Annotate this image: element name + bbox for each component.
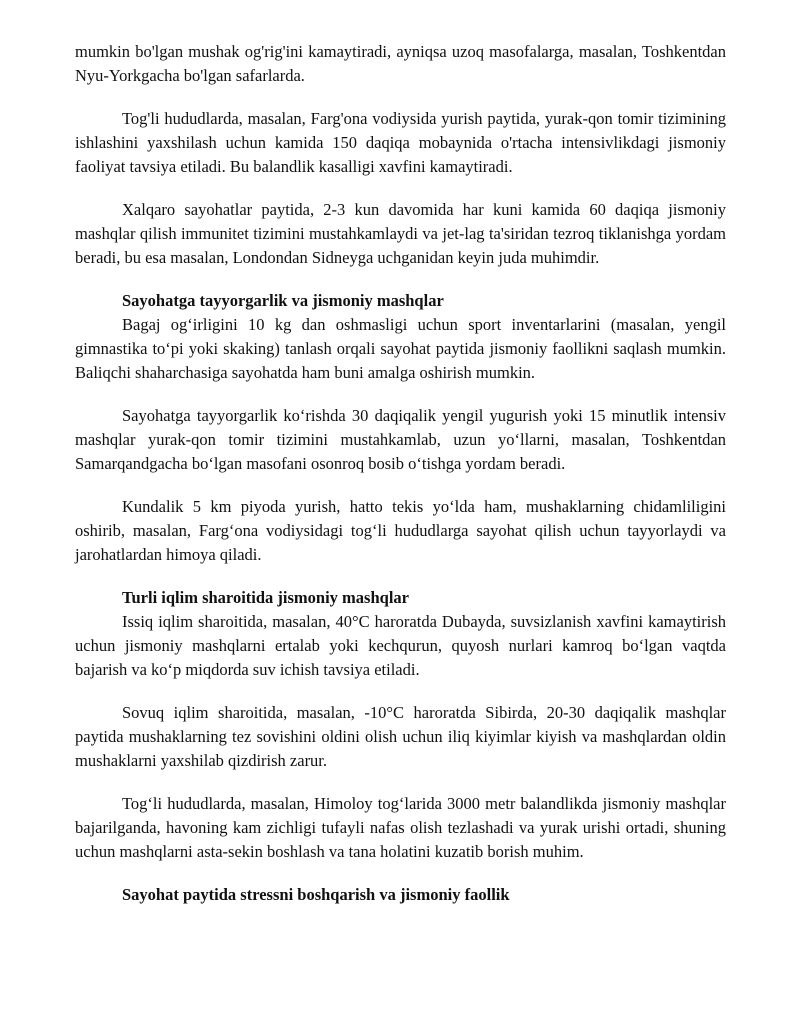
paragraph-gap xyxy=(75,773,726,792)
paragraph-gap xyxy=(75,270,726,289)
paragraph: Kundalik 5 km piyoda yurish, hatto tekis yo‘lda ham, mushaklarning chidamliligini oshirib, masalan, Farg‘ona vodiysidagi tog‘li hududlarga sayohat qilish uchun tayyorlaydi va jarohatlardan himoya qiladi. xyxy=(75,497,726,564)
paragraph-gap xyxy=(75,567,726,586)
paragraph-gap xyxy=(75,682,726,701)
paragraph: Tog‘li hududlarda, masalan, Himoloy tog‘larida 3000 metr balandlikda jismoniy mashqlar bajarilganda, havoning kam zichligi tufayli nafas olish tezlashadi va yurak urishi ortadi, shuning uchun mashqlarni asta-sekin boshlash va tana holatini kuzatib borish muhim. xyxy=(75,794,726,861)
paragraph-gap xyxy=(75,179,726,198)
paragraph: Bagaj og‘irligini 10 kg dan oshmasligi uchun sport inventarlarini (masalan, yengil gimnastika to‘pi yoki skaking) tanlash orqali sayohat paytida jismoniy faollikni saqlash mumkin. Baliqchi shaharchasiga sayohatda ham buni amalga oshirish mumkin. xyxy=(75,315,726,382)
paragraph: Sovuq iqlim sharoitida, masalan, -10°C haroratda Sibirda, 20-30 daqiqalik mashqlar paytida mushaklarning tez sovishini oldini olish uchun iliq kiyimlar kiyish va mashqlardan oldin mushaklarni yaxshilab qizdirish zarur. xyxy=(75,703,726,770)
document-page xyxy=(75,40,726,907)
paragraph: Tog'li hududlarda, masalan, Farg'ona vodiysida yurish paytida, yurak-qon tomir tizimining ishlashini yaxshilash uchun kamida 150 daqiqa mobaynida o'rtacha intensivlikdagi jismoniy faoliyat tavsiya etiladi. Bu balandlik kasalligi xavfini kamaytiradi. xyxy=(75,109,726,176)
paragraph: mumkin bo'lgan mushak og'rig'ini kamaytiradi, ayniqsa uzoq masofalarga, masalan, Toshkentdan Nyu-Yorkgacha bo'lgan safarlarda. xyxy=(75,42,726,85)
paragraph: Xalqaro sayohatlar paytida, 2-3 kun davomida har kuni kamida 60 daqiqa jismoniy mashqlar qilish immunitet tizimini mustahkamlaydi va jet-lag ta'siridan tezroq tiklanishga yordam beradi, bu esa masalan, Londondan Sidneyga uchganidan keyin juda muhimdir. xyxy=(75,200,726,267)
section-heading: Sayohat paytida stressni boshqarish va jismoniy faollik xyxy=(122,885,510,904)
paragraph: Sayohatga tayyorgarlik ko‘rishda 30 daqiqalik yengil yugurish yoki 15 minutlik intensiv mashqlar yurak-qon tomir tizimini mustahkamlab, uzun yo‘llarni, masalan, Toshkentdan Samarqandgacha bo‘lgan masofani osonroq bosib o‘tishga yordam beradi. xyxy=(75,406,726,473)
paragraph-gap xyxy=(75,476,726,495)
paragraph-gap xyxy=(75,385,726,404)
paragraph: Issiq iqlim sharoitida, masalan, 40°C haroratda Dubayda, suvsizlanish xavfini kamaytirish uchun jismoniy mashqlarni ertalab yoki kechqurun, quyosh nurlari kamroq bo‘lgan vaqtda bajarish va ko‘p miqdorda suv ichish tavsiya etiladi. xyxy=(75,612,726,679)
paragraph-gap xyxy=(75,88,726,107)
section-heading: Sayohatga tayyorgarlik va jismoniy mashqlar xyxy=(122,291,444,310)
paragraph-gap xyxy=(75,864,726,883)
section-heading: Turli iqlim sharoitida jismoniy mashqlar xyxy=(122,588,409,607)
